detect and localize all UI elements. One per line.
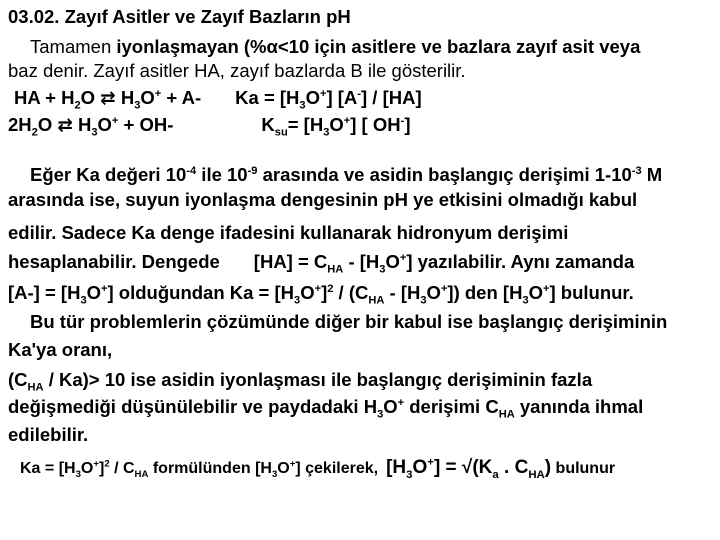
subscript: 3	[522, 294, 529, 307]
text: değişmediği düşünülebilir ve paydadaki H	[8, 396, 378, 417]
text: O	[383, 396, 398, 417]
superscript: +	[440, 282, 448, 295]
text: / C	[109, 460, 135, 477]
text: - [H	[343, 251, 380, 272]
text: yanında ihmal	[514, 396, 644, 417]
subscript: a	[492, 468, 499, 481]
subscript: 3	[294, 294, 301, 307]
text: ] olduğundan Ka = [H	[107, 282, 295, 303]
text: formülünden [H	[148, 460, 272, 477]
paragraph-3-line-2	[8, 339, 112, 361]
superscript: 2	[327, 282, 334, 295]
superscript: 2	[104, 458, 110, 470]
text: ] = √(K	[433, 457, 493, 478]
text: ] / [HA]	[361, 87, 422, 108]
text: O	[97, 114, 112, 135]
text: - [H	[384, 282, 421, 303]
text: bulunur	[551, 460, 616, 477]
text: ] [ OH	[350, 114, 401, 135]
subscript: 3	[80, 294, 87, 307]
text: HA + H	[14, 87, 75, 108]
text: baz denir. Zayıf asitler HA, zayıf bazlarda B ile gösterilir.	[8, 60, 466, 81]
superscript: +	[154, 87, 162, 100]
subscript: HA	[27, 381, 44, 394]
text: O	[305, 87, 320, 108]
text: 2H	[8, 114, 32, 135]
superscript: +	[399, 251, 407, 264]
subscript: HA	[327, 263, 344, 276]
text: edilebilir.	[8, 424, 89, 445]
text: O ⇄ H	[80, 87, 135, 108]
superscript: +	[543, 282, 550, 295]
superscript: +	[343, 114, 351, 127]
text: O	[277, 460, 290, 477]
paragraph-3-line-1	[30, 311, 667, 333]
subscript: HA	[368, 294, 385, 307]
subscript: 3	[134, 99, 141, 112]
text: ]	[404, 114, 411, 135]
subscript: 3	[271, 469, 278, 481]
superscript: +	[289, 458, 296, 470]
superscript: +	[93, 458, 99, 470]
text: . C	[498, 457, 529, 478]
superscript: +	[397, 396, 405, 409]
superscript: -	[400, 114, 405, 127]
paragraph-2-line-1	[30, 164, 662, 186]
subscript: HA	[134, 469, 149, 481]
text: ile 10	[196, 164, 248, 185]
subscript: 3	[299, 99, 306, 112]
text: ] çekilerek,	[295, 460, 379, 477]
text: K	[261, 114, 275, 135]
superscript: -3	[631, 164, 642, 177]
hydronium-formula	[386, 456, 552, 481]
text: ]	[321, 282, 328, 303]
paragraph-1-line-1	[30, 36, 640, 58]
text: arasında ise, suyun iyonlaşma dengesinin pH ye etkisini olmadığı kabul	[8, 189, 638, 210]
text: + OH-	[118, 114, 174, 135]
text: O	[300, 282, 315, 303]
subscript: 3	[323, 126, 330, 139]
text: O	[528, 282, 543, 303]
text: O	[385, 251, 400, 272]
subscript: 2	[31, 126, 38, 139]
equation-acid-dissociation	[14, 87, 422, 112]
paragraph-3-line-4	[8, 396, 644, 421]
text: edilir. Sadece Ka denge ifadesini kullanarak hidronyum derişimi	[8, 222, 569, 243]
page-title	[8, 6, 351, 28]
text: / (C	[333, 282, 369, 303]
text: Ka'ya oranı,	[8, 339, 113, 360]
subscript: su	[274, 126, 288, 139]
text: O ⇄ H	[37, 114, 92, 135]
text: O	[426, 282, 441, 303]
paragraph-2-line-2	[8, 189, 637, 211]
subscript: 2	[74, 99, 81, 112]
paragraph-1-line-2	[8, 60, 466, 82]
text: / Ka)> 10 ise asidin iyonlaşması ile başlangıç derişiminin fazla	[43, 369, 593, 390]
title-text: 03.02. Zayıf Asitler ve Zayıf Bazların pH	[8, 6, 351, 27]
text: [HA] = C	[253, 251, 328, 272]
subscript: 3	[406, 468, 413, 481]
text: Bu tür problemlerin çözümünde diğer bir kabul ise başlangıç derişiminin	[30, 311, 668, 332]
paragraph-2-line-3	[8, 222, 568, 244]
paragraph-3-line-3	[8, 369, 593, 394]
superscript: -4	[186, 164, 197, 177]
superscript: +	[319, 87, 327, 100]
paragraph-2-line-5	[8, 282, 634, 307]
text: )	[544, 457, 552, 478]
text: hesaplanabilir. Dengede	[8, 251, 220, 272]
text: Ka = [H	[235, 87, 300, 108]
superscript: +	[101, 282, 108, 295]
subscript: HA	[498, 408, 515, 421]
equation-water-autoionization	[8, 114, 411, 139]
text: iyonlaşmayan (%α<10 için asitlere ve bazlara zayıf asit veya	[116, 36, 641, 57]
subscript: 3	[377, 408, 384, 421]
text: ]	[98, 460, 105, 477]
superscript: +	[427, 456, 434, 469]
superscript: -	[357, 87, 361, 100]
text: Eğer Ka değeri 10	[30, 164, 187, 185]
superscript: -9	[247, 164, 258, 177]
text: Tamamen	[30, 36, 117, 57]
final-formula-line	[20, 457, 615, 480]
text: O	[412, 457, 428, 478]
text: O	[80, 460, 94, 477]
text: O	[329, 114, 344, 135]
text: O	[140, 87, 155, 108]
text: ]) den [H	[447, 282, 523, 303]
superscript: +	[111, 114, 119, 127]
paragraph-2-line-4	[8, 251, 635, 276]
text: Ka = [H	[20, 460, 76, 477]
superscript: +	[314, 282, 322, 295]
text: (C	[8, 369, 28, 390]
text: ] bulunur.	[549, 282, 634, 303]
subscript: 3	[379, 263, 386, 276]
text: M	[641, 164, 663, 185]
text: O	[86, 282, 102, 303]
paragraph-3-line-5	[8, 424, 88, 446]
text: ] yazılabilir. Aynı zamanda	[406, 251, 635, 272]
text: = [H	[287, 114, 324, 135]
text: derişimi C	[404, 396, 499, 417]
text: + A-	[161, 87, 202, 108]
text: [A-] = [H	[8, 282, 81, 303]
subscript: 3	[420, 294, 427, 307]
subscript: 3	[91, 126, 98, 139]
text: ] [A	[326, 87, 358, 108]
subscript: 3	[75, 469, 81, 481]
subscript: HA	[528, 468, 545, 481]
text: [H	[386, 457, 407, 478]
text: arasında ve asidin başlangıç derişimi 1-10	[257, 164, 632, 185]
